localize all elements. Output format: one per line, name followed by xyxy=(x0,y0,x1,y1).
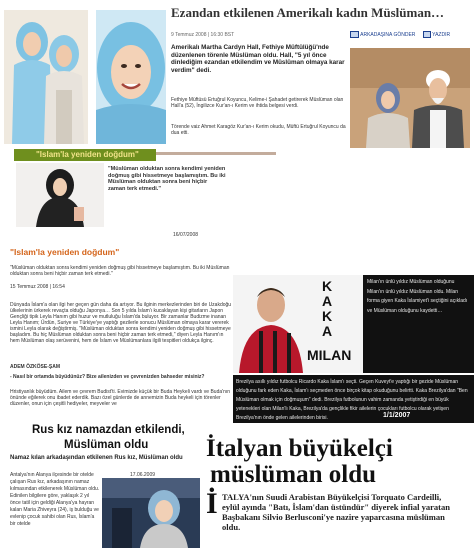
print-icon xyxy=(423,31,431,38)
mail-icon xyxy=(350,31,359,38)
italian-body: TALYA'nın Suudi Arabistan Büyükelçisi Torquato Cardeilli, eylül ayında "Batı, İslam'dan üstündür" diyerek infial yaratan Başbakanı Silvio Berlusconi'ye nazire yaparcasına müslüman oldu. xyxy=(222,492,450,532)
russian-body: Antalya'nın Alanya ilçesinde bir otelde çalışan Rus kız, arkadaşının namaz kılmasından etkilenerek Müslüman oldu. Edinilen bilgilere göre, yaklaşık 2 yıl önce tatil için geldiği Alanya'ya hayran kalan Maria Zhiveyra (24), iş bulduğu ve evlenip çocuk sahibi olan Rus, İslam'a bir otelde xyxy=(10,472,100,527)
kaka-date: 1/1/2007 xyxy=(383,412,411,419)
headline-american-woman[interactable]: Ezandan etkilenen Amerikalı kadın Müslüman… xyxy=(171,5,445,20)
second-article-author: ADEM ÖZKÖSE-ŞAM xyxy=(10,364,60,370)
second-article-para2: Hristiyanlık büyüdüm. Ailem ve çevrem Budist'ti. Evimizde küçük bir Buda Heykeli vardı ve Buda'nın önünde eğilerek onu ibadet ederdik. Bazı özel günlerde de annemizin Buda heykeli için törenler düzenler, onun için çeşitli hediyeler, meyveler ve xyxy=(10,389,231,407)
second-article-title[interactable]: "Islam'la yeniden doğdum" xyxy=(10,247,120,257)
kaka-caption: Brezilya asıllı yıldız futbolcu Ricardo Kaka İslam'ı seçti. Geçen Kuveyt'e yaptığı bir gezide Müslüman olduğunu fark eden Kaka, İslam'ı seçmeden önce birçok kitap okuduğunu belirtti. Kaka Brezilya'dan "Ben Müslüman olmak için doğmuşum" dedi. Brezilya futbolunun vahim zamanda yetiştirdiği en büyük yetenekleri olan Milan'lı Kaka, Brezilya'da gençlikle fikir ailelerin çocukları futbolcu olarak yetişen Brezilya'nın önde gelen ailelerinden birisi. xyxy=(236,379,468,421)
russian-headline-line2[interactable]: Müslüman oldu xyxy=(64,439,149,451)
kaka-vertical-text: KAKA xyxy=(321,278,333,339)
article-date: 9 Temmuz 2008 | 16:30 BST xyxy=(171,32,235,38)
photo-kaka-milan xyxy=(233,275,363,373)
photo-woman-blue-hijab xyxy=(96,10,166,144)
kaka-caption-box xyxy=(233,375,474,423)
islam-banner xyxy=(14,149,156,161)
photo-ceremony xyxy=(350,48,470,148)
photo-russian-girl xyxy=(102,478,200,548)
russian-subhead: Namaz kılan arkadaşından etkilenen Rus kız, Müslüman oldu xyxy=(10,455,183,461)
body-paragraph-2: Törende vaiz Ahmet Karagöz Kur'an-ı Kerim okudu, Müftü Ertuğrul Koyuncu da dua etti. xyxy=(171,124,346,136)
islam-quote: "Müslüman olduktan sonra kendimi yeniden doğmuş gibi hissetmeye başlamıştım. Bu iki Müslüman olduktan sonra beni hiçbir zaman terk etmedi." xyxy=(108,166,226,192)
italian-dropcap: İ xyxy=(206,487,218,520)
islam-box-date: 16/07/2008 xyxy=(173,232,199,238)
islam-banner-text: "Islam'la yeniden doğdum" xyxy=(36,150,139,159)
lead-paragraph: Amerikalı Martha Cardyn Hall, Fethiye Müftülüğü'nde düzenlenen törenle Müslüman oldu. Hall, "5 yıl önce dinlediğim ezandan etkilendim ve Müslüman olmaya karar verdim" dedi. xyxy=(171,44,345,74)
second-article-question: - Nasıl bir ortamda büyüdünüz? Bize ailenizden ve çevrenizden bahseder misiniz? xyxy=(10,374,205,380)
italian-headline-line2[interactable]: müslüman oldu xyxy=(210,461,377,488)
share-link[interactable]: ARKADAŞINA GÖNDER xyxy=(360,31,416,38)
kaka-side-text: Milan'ın ünlü yıldız Müslüman olduğunu Milan'ın ünlü yıldız Müslüman oldu. Milan forma giyen Kaka İslamiyet'i seçtiğini açıkladı ve Müslüman olduğunu kaydetti… xyxy=(367,279,468,314)
body-paragraph-1: Fethiye Müftüsü Ertuğrul Koyuncu, Kelime-i Şahadet getirerek Müslüman olan Hall'a (52), İngilizce Kur'an-ı Kerim ve ihtida belgesi verdi. xyxy=(171,97,344,109)
second-article-para1: Dünyada İslam'a olan ilgi her geçen gün daha da artıyor. Bu ilginin merkezlerinden biri de Uzakdoğu ülkelerinin ürkerek revaçta olduğu Japonya… Son 5 yılda İslam'ı kucaklayan kişi gitarların Japon Gençliği tipik Leyla Hanım gibi huzur ve mutluluğu İslam'da buluyor. Bir zamanlar Budizme inanan Leyla Hanım; Ürdün, Suriye ve Türkiye'ye yaptığı gezilerle sonucu Müslüman olmaya karar vererek ismini Leyla olarak değiştirmiş. "Müslüman olduktan sonra kendimi yeniden doğmuş gibi hissetmeye başladım. Bu hiç Müslüman olduktan sonra beni hiçbir zaman terk etmedi," diyen Leyla Hanım'ın hem Müslüman olaş serüvenini, hem de İslam ve Müslümanlara ilgili tespitleri oldukça ilginç. xyxy=(10,302,232,344)
milan-word: MILAN xyxy=(307,347,352,363)
russian-date: 17.06.2009 xyxy=(130,472,156,478)
banner-accent-line xyxy=(156,152,276,155)
photo-woman-black-hijab xyxy=(16,163,104,227)
italian-headline-line1[interactable]: İtalyan büyükelçi xyxy=(206,435,393,462)
share-links xyxy=(350,31,470,39)
photo-two-women xyxy=(4,10,88,144)
russian-headline-line1[interactable]: Rus kız namazdan etkilendi, xyxy=(32,424,185,436)
second-article-intro: "Müslüman olduktan sonra kendimi yeniden doğmuş gibi hissetmeye başlamıştım. Bu iki Müslüman olduktan sonra beni hiçbir zaman terk etmedi." xyxy=(10,265,230,277)
second-article-date: 15 Temmuz 2008 | 16:54 xyxy=(10,284,65,290)
print-link[interactable]: YAZDIR xyxy=(432,31,451,38)
kaka-side-panel xyxy=(363,275,474,373)
